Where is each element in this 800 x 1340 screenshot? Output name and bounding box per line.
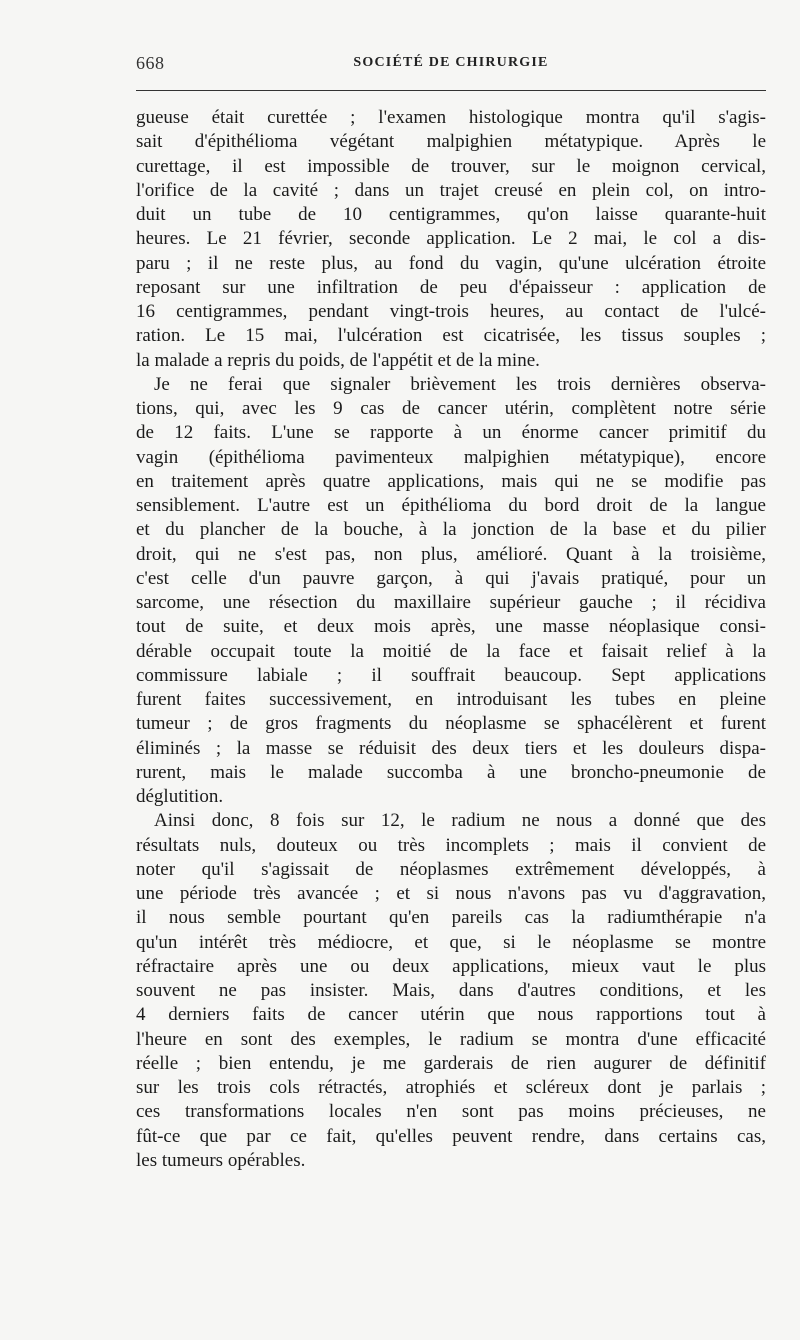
- text-line: dérable occupait toute la moitié de la face et faisait relief à la: [136, 640, 766, 662]
- text-line: tumeur ; de gros fragments du néoplasme se sphacélèrent et furent: [136, 713, 766, 735]
- body-text: [136, 106, 766, 1173]
- text-line: ration. Le 15 mai, l'ulcération est cicatrisée, les tissus souples ;: [136, 325, 766, 347]
- text-line: fût-ce que par ce fait, qu'elles peuvent rendre, dans certains cas,: [136, 1125, 766, 1147]
- text-line: commissure labiale ; il souffrait beaucoup. Sept applications: [136, 664, 766, 686]
- paragraph: [136, 809, 766, 1173]
- page-header: [136, 53, 766, 77]
- header-rule: [136, 90, 766, 91]
- text-line: Je ne ferai que signaler brièvement les trois dernières observa-: [154, 373, 766, 395]
- text-line: réelle ; bien entendu, je me garderais de rien augurer de définitif: [136, 1052, 766, 1074]
- text-line: et du plancher de la bouche, à la jonction de la base et du pilier: [136, 519, 766, 541]
- text-line: l'heure en sont des exemples, le radium se montra d'une efficacité: [136, 1028, 766, 1050]
- text-line: rurent, mais le malade succomba à une broncho-pneumonie de: [136, 761, 766, 783]
- text-line: noter qu'il s'agissait de néoplasmes extrêmement développés, à: [136, 858, 766, 880]
- text-line: sarcome, une résection du maxillaire supérieur gauche ; il récidiva: [136, 592, 766, 613]
- text-line: sait d'épithélioma végétant malpighien métatypique. Après le: [136, 131, 766, 153]
- text-line: éliminés ; la masse se réduisit des deux tiers et les douleurs dispa-: [136, 737, 766, 759]
- text-line: ces transformations locales n'en sont pas moins précieuses, ne: [136, 1101, 766, 1123]
- text-line: Ainsi donc, 8 fois sur 12, le radium ne nous a donné que des: [154, 810, 766, 832]
- text-line: sensiblement. L'autre est un épithélioma du bord droit de la langue: [136, 495, 766, 516]
- text-line: l'orifice de la cavité ; dans un trajet creusé en plein col, on intro-: [136, 179, 766, 201]
- text-line: 16 centigrammes, pendant vingt-trois heures, au contact de l'ulcé-: [136, 301, 766, 322]
- page-number: 668: [136, 53, 165, 73]
- text-line: droit, qui ne s'est pas, non plus, amélioré. Quant à la troisième,: [136, 543, 766, 565]
- text-line: réfractaire après une ou deux applications, mieux vaut le plus: [136, 955, 766, 977]
- running-title: SOCIÉTÉ DE CHIRURGIE: [353, 55, 549, 70]
- paragraph: [136, 106, 766, 373]
- text-line: tions, qui, avec les 9 cas de cancer utérin, complètent notre série: [136, 398, 766, 419]
- text-line: reposant sur une infiltration de peu d'épaisseur : application de: [136, 276, 766, 298]
- text-line: 4 derniers faits de cancer utérin que nous rapportions tout à: [136, 1004, 766, 1026]
- text-line: résultats nuls, douteux ou très incomplets ; mais il convient de: [136, 834, 766, 856]
- text-line: furent faites successivement, en introduisant les tubes en pleine: [136, 689, 766, 710]
- text-line: sur les trois cols rétractés, atrophiés et scléreux dont je parlais ;: [136, 1077, 766, 1098]
- text-line: en traitement après quatre applications, mais qui ne se modifie pas: [136, 470, 766, 492]
- text-line: heures. Le 21 février, seconde application. Le 2 mai, le col a dis-: [136, 228, 766, 250]
- paragraph: [136, 373, 766, 810]
- text-line: tout de suite, et deux mois après, une masse néoplasique consi-: [136, 616, 766, 638]
- text-line: il nous semble pourtant qu'en pareils cas la radiumthérapie n'a: [136, 907, 766, 929]
- text-line: qu'un intérêt très médiocre, et que, si le néoplasme se montre: [136, 931, 766, 953]
- text-line: gueuse était curettée ; l'examen histologique montra qu'il s'agis-: [136, 107, 766, 128]
- text-line: c'est celle d'un pauvre garçon, à qui j'avais pratiqué, pour un: [136, 567, 766, 589]
- text-line: vagin (épithélioma pavimenteux malpighien métatypique), encore: [136, 446, 766, 468]
- text-line: de 12 faits. L'une se rapporte à un énorme cancer primitif du: [136, 422, 766, 444]
- text-line: curettage, il est impossible de trouver, sur le moignon cervical,: [136, 155, 766, 177]
- text-line: les tumeurs opérables.: [136, 1149, 306, 1171]
- text-line: déglutition.: [136, 786, 224, 807]
- text-line: duit un tube de 10 centigrammes, qu'on laisse quarante-huit: [136, 204, 766, 225]
- text-line: une période très avancée ; et si nous n'avons pas vu d'aggravation,: [136, 883, 766, 904]
- text-line: la malade a repris du poids, de l'appétit et de la mine.: [136, 349, 540, 371]
- text-line: souvent ne pas insister. Mais, dans d'autres conditions, et les: [136, 980, 766, 1001]
- text-line: paru ; il ne reste plus, au fond du vagin, qu'une ulcération étroite: [136, 252, 766, 274]
